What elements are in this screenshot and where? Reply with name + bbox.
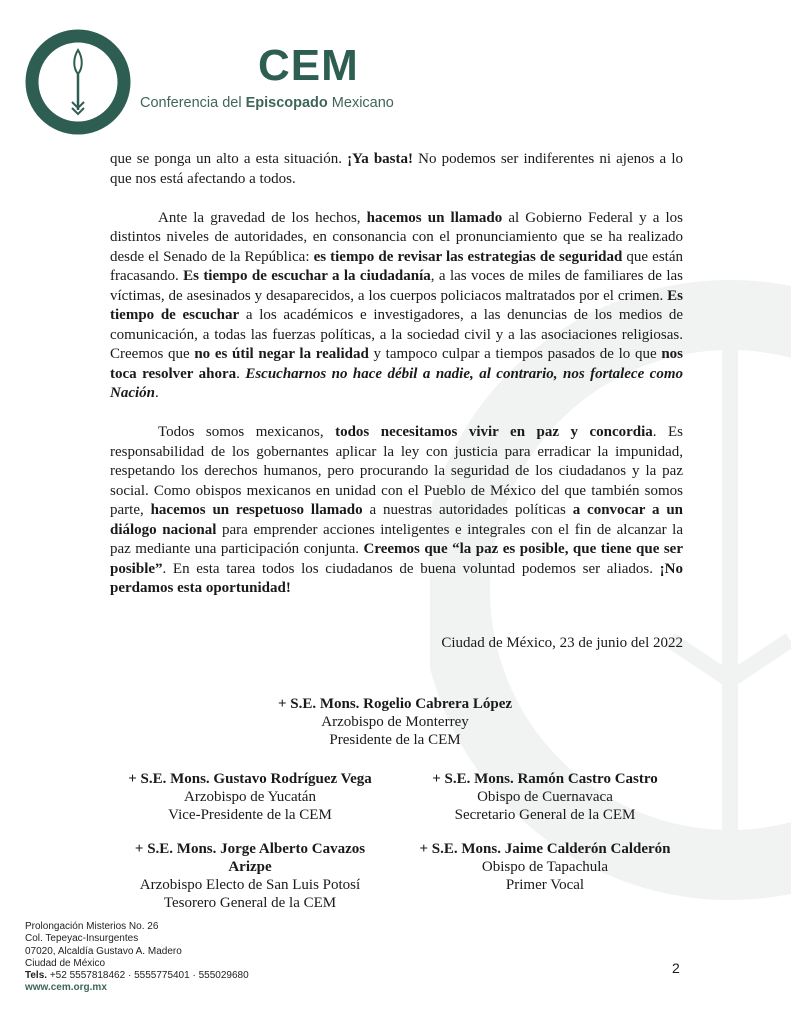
text-run: al Gobierno Federal y a los distintos niveles de autoridades, en consonancia con el pronunciamiento que se ha realizado desde el Senado de la República: <box>110 209 683 265</box>
text-run: Es tiempo de escuchar a la ciudadanía <box>183 268 431 284</box>
text-run: hacemos un respetuoso llamado <box>150 502 363 518</box>
text-run: ¡Ya basta! <box>347 151 414 167</box>
text-run: es tiempo de revisar las estrategias de seguridad <box>313 248 623 265</box>
brand-name: CEM <box>258 41 359 90</box>
signer-name: + S.E. Mons. Ramón Castro Castro <box>432 771 658 787</box>
text-run: a nuestras autoridades políticas <box>362 502 573 518</box>
body-paragraph-3 <box>110 423 683 599</box>
text-run: que se ponga un alto a esta situación. <box>110 151 348 167</box>
text-run: a los académicos e investigadores, a las denuncias de los medios de comunicación, a todas las fuerzas políticas, a la sociedad civil y a las asociaciones religiosas. Creemos que <box>110 307 683 362</box>
address-line: Col. Tepeyac-Insurgentes <box>25 933 139 945</box>
text-run: No podemos ser indiferentes ni ajenos a lo que nos está afectando a todos. <box>110 151 683 187</box>
body-paragraph-2 <box>110 209 683 404</box>
text-run: Ante la gravedad de los hechos, <box>158 209 367 226</box>
text-run: no es útil negar la realidad <box>194 346 369 362</box>
signer-name-cont: Arizpe <box>228 859 272 875</box>
signer-name: + S.E. Mons. Jorge Alberto Cavazos <box>134 841 366 857</box>
signer-vice-president <box>90 770 410 824</box>
text-run: Es tiempo de escuchar <box>110 287 683 323</box>
signer-role: Primer Vocal <box>505 877 585 893</box>
signer-name: + S.E. Mons. Rogelio Cabrera López <box>277 696 513 712</box>
signer-title: Arzobispo Electo de San Luis Potosí <box>139 877 361 893</box>
text-run: nos toca resolver ahora <box>110 346 683 382</box>
text-run: y tampoco culpar a tiempos pasados de lo que <box>368 346 662 362</box>
signer-name: + S.E. Mons. Jaime Calderón Calderón <box>419 841 671 857</box>
signer-role: Secretario General de la CEM <box>454 807 636 823</box>
letter-body <box>110 150 683 618</box>
text-run: . <box>236 365 246 382</box>
text-run: Creemos que “la paz es posible, que tiene que ser posible” <box>110 541 683 577</box>
address-line: 07020, Alcaldía Gustavo A. Madero <box>25 945 182 957</box>
address-line: Prolongación Misterios No. 26 <box>25 921 159 932</box>
text-run: todos necesitamos vivir en paz y concordia <box>335 424 653 440</box>
footer-address <box>25 921 249 995</box>
signer-treasurer <box>100 840 400 912</box>
text-run: que están fracasando. <box>110 248 683 284</box>
signer-title: Obispo de Tapachula <box>481 859 609 875</box>
page-number: 2 <box>672 960 680 976</box>
text-run: Todos somos mexicanos, <box>158 424 336 440</box>
text-run: . <box>155 385 159 401</box>
text-run: . En esta tarea todos los ciudadanos de buena voluntad podemos ser aliados. <box>162 560 660 577</box>
text-run: a convocar a un diálogo nacional <box>110 502 684 538</box>
website-link[interactable]: www.cem.org.mx <box>25 982 107 994</box>
address-line: Ciudad de México <box>25 957 106 969</box>
cem-logo-icon <box>24 28 132 136</box>
signer-role: Presidente de la CEM <box>329 732 461 748</box>
signer-role: Tesorero General de la CEM <box>163 895 337 911</box>
signer-title: Arzobispo de Yucatán <box>184 789 316 805</box>
signer-role: Vice-Presidente de la CEM <box>168 807 332 823</box>
text-run: Escucharnos no hace débil a nadie, al contrario, nos fortalece como Nación <box>110 365 684 401</box>
signer-name: + S.E. Mons. Gustavo Rodríguez Vega <box>128 771 372 787</box>
brand-subtitle: Conferencia del Episcopado Mexicano <box>140 95 394 111</box>
text-run: ¡No perdamos esta oportunidad! <box>110 560 683 596</box>
text-run: , a las voces de miles de familiares de las víctimas, de asesinados y desaparecidos, a los cuerpos policiacos maltratados por el crimen. <box>110 268 684 304</box>
signer-secretary <box>400 770 690 824</box>
signer-president <box>195 695 595 749</box>
body-paragraph-1 <box>110 150 683 189</box>
phone-line: Tels. +52 5557818462 · 5555775401 · 555029680 <box>25 970 249 982</box>
text-run: . Es responsabilidad de los gobernantes aplicar la ley con justicia para erradicar la impunidad, respetando los derechos humanos, pero procurando la seguridad de los ciudadanos y la paz social. Como obispos mexicanos en unidad con el Pueblo de México del que también somos parte, <box>110 424 683 518</box>
signer-first-vocal <box>400 840 690 894</box>
signer-title: Obispo de Cuernavaca <box>477 789 613 805</box>
dateline: Ciudad de México, 23 de junio del 2022 <box>441 635 683 651</box>
text-run: para emprender acciones inteligentes e integrales con el fin de alcanzar la paz mediante una participación conjunta. <box>110 521 683 557</box>
text-run: hacemos un llamado <box>366 209 503 226</box>
signer-title: Arzobispo de Monterrey <box>321 714 469 730</box>
